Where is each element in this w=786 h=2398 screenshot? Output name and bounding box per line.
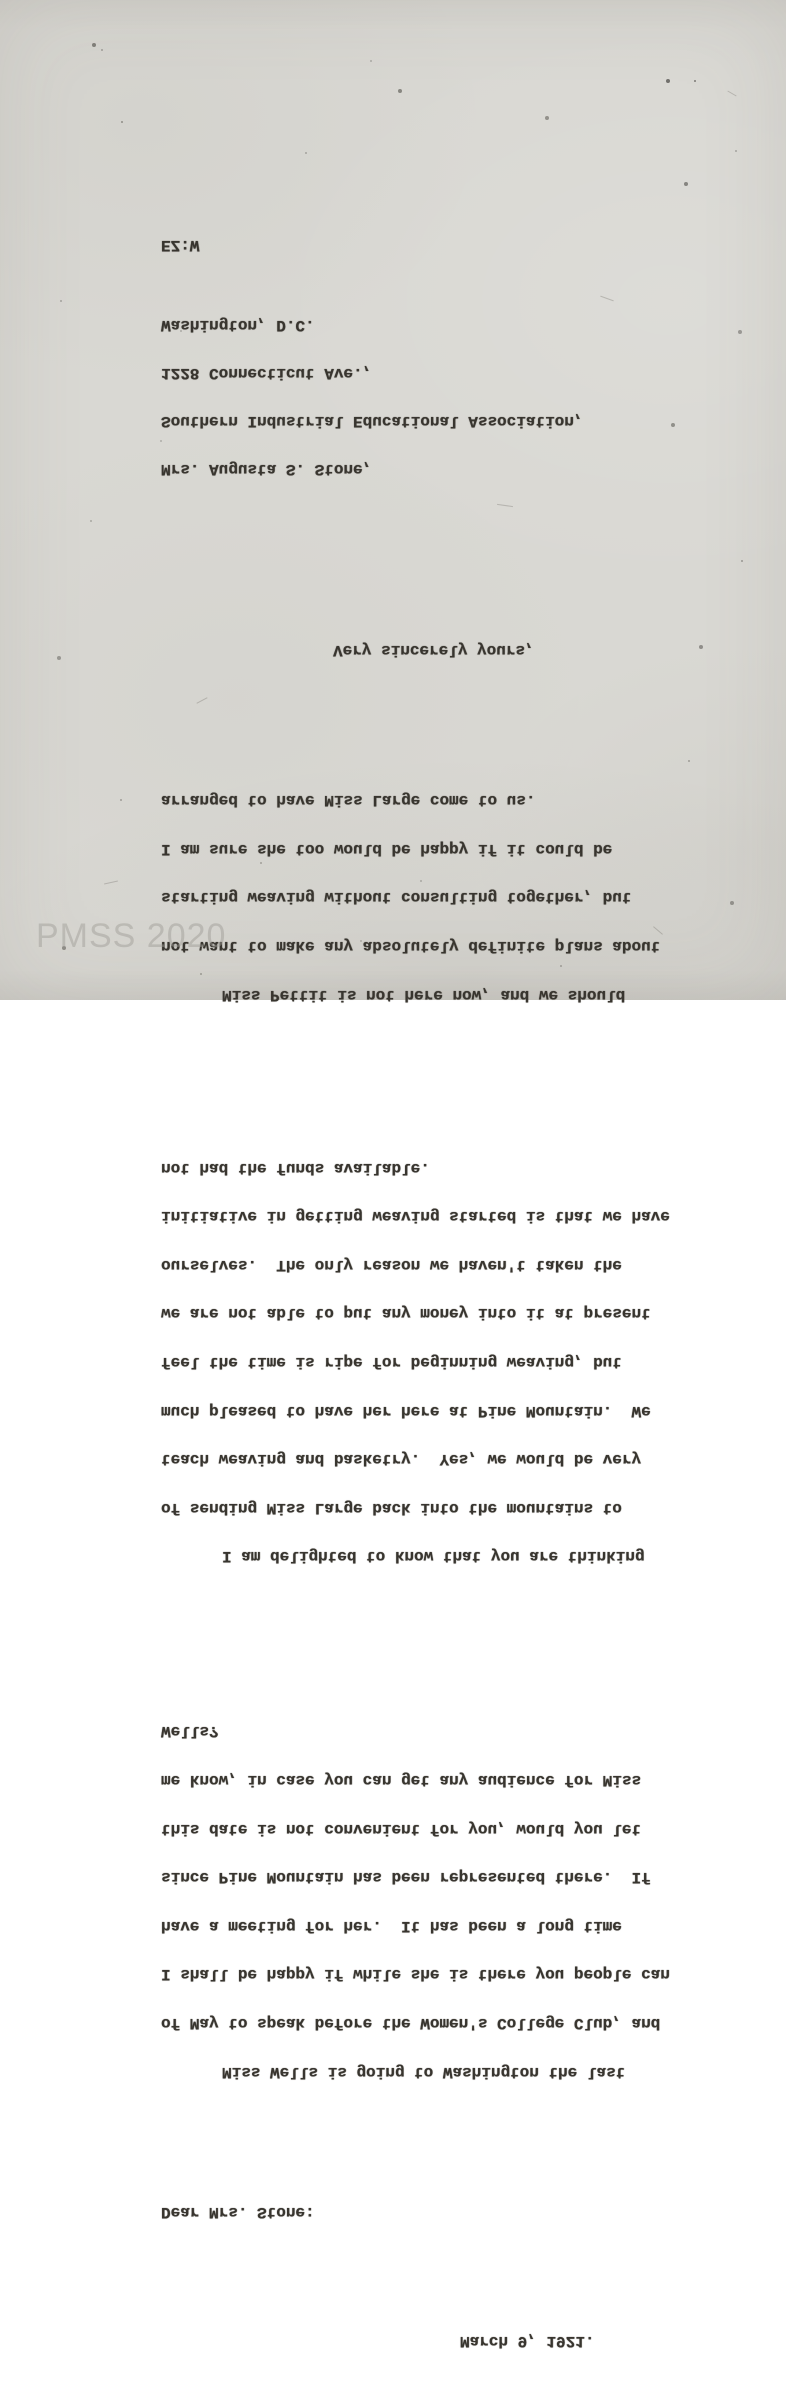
letter-line: me know, in case you can get any audience for Miss: [161, 1771, 642, 1790]
flipped-letter-body: [161, 188, 727, 2398]
letter-date: March 9, 1921.: [460, 2332, 595, 2351]
pmss-watermark: PMSS 2020: [36, 917, 227, 955]
typist-reference-initials: EZ:W: [161, 236, 200, 255]
letter-line: Miss Wells is going to Washington the last: [222, 2062, 626, 2081]
letter-line: initiative in getting weaving started is that we have: [161, 1207, 670, 1226]
paper-texture-specks: [0, 0, 2, 2]
letter-line: Wells?: [161, 1722, 219, 1741]
letter-line: I am sure she too would be happy if it could be: [161, 839, 613, 858]
recipient-line: 1228 Connecticut Ave.,: [161, 364, 373, 383]
letter-line: Miss Pettit is not here now, and we should: [222, 985, 626, 1004]
spacer: [161, 1084, 727, 1095]
paragraph-2: [161, 1127, 727, 1597]
letter-line: have a meeting for her. It has been a long time: [161, 1916, 622, 1935]
recipient-address-block: [161, 285, 727, 509]
letter-line: starting weaving without consulting together, but: [161, 888, 632, 907]
letter-line: arranged to have Miss Large come to us.: [161, 791, 536, 810]
paragraph-3: [161, 760, 727, 1035]
letter-line: since Pine Mountain has been represented there. If: [161, 1868, 651, 1887]
letter-line: of sending Miss Large back into the mountains to: [161, 1498, 622, 1517]
spacer: [161, 2269, 727, 2301]
letter-line: ourselves. The only reason we haven't taken the: [161, 1255, 622, 1274]
letter-line: I shall be happy if while she is there you people can: [161, 1965, 670, 1984]
letter-line: feel the time is ripe for beginning weaving, but: [161, 1353, 622, 1372]
spacer: [161, 2161, 727, 2172]
salutation: Dear Mrs. Stone:: [161, 2203, 315, 2222]
spacer: [161, 557, 727, 609]
paper-fiber: [727, 91, 736, 97]
spacer: [161, 706, 727, 727]
paragraph-1: [161, 1691, 727, 2112]
letter-line: this date is not convenient for you, would you let: [161, 1819, 642, 1838]
recipient-line: Southern Industrial Educational Association,: [161, 412, 584, 431]
letter-line: teach weaving and basketry. Yes, we would be very: [161, 1450, 642, 1469]
letter-line: we are not able to put any money into it at present: [161, 1304, 651, 1323]
spacer: [161, 1646, 727, 1659]
recipient-line: Mrs. Augusta S. Stone,: [161, 460, 373, 479]
letter-line: not want to make any absolutely definite plans about: [161, 937, 661, 956]
paper-fiber: [104, 881, 118, 885]
letter-line: not had the funds available.: [161, 1158, 430, 1177]
letter-line: much pleased to have her here at Pine Mountain. We: [161, 1401, 651, 1420]
letter-line: I am delighted to know that you are thinking: [222, 1547, 645, 1566]
letter-line: of May to speak before the Women's College Club, and: [161, 2014, 661, 2033]
closing: Very sincerely yours,: [333, 640, 535, 659]
recipient-line: Washington, D.C.: [161, 316, 315, 335]
